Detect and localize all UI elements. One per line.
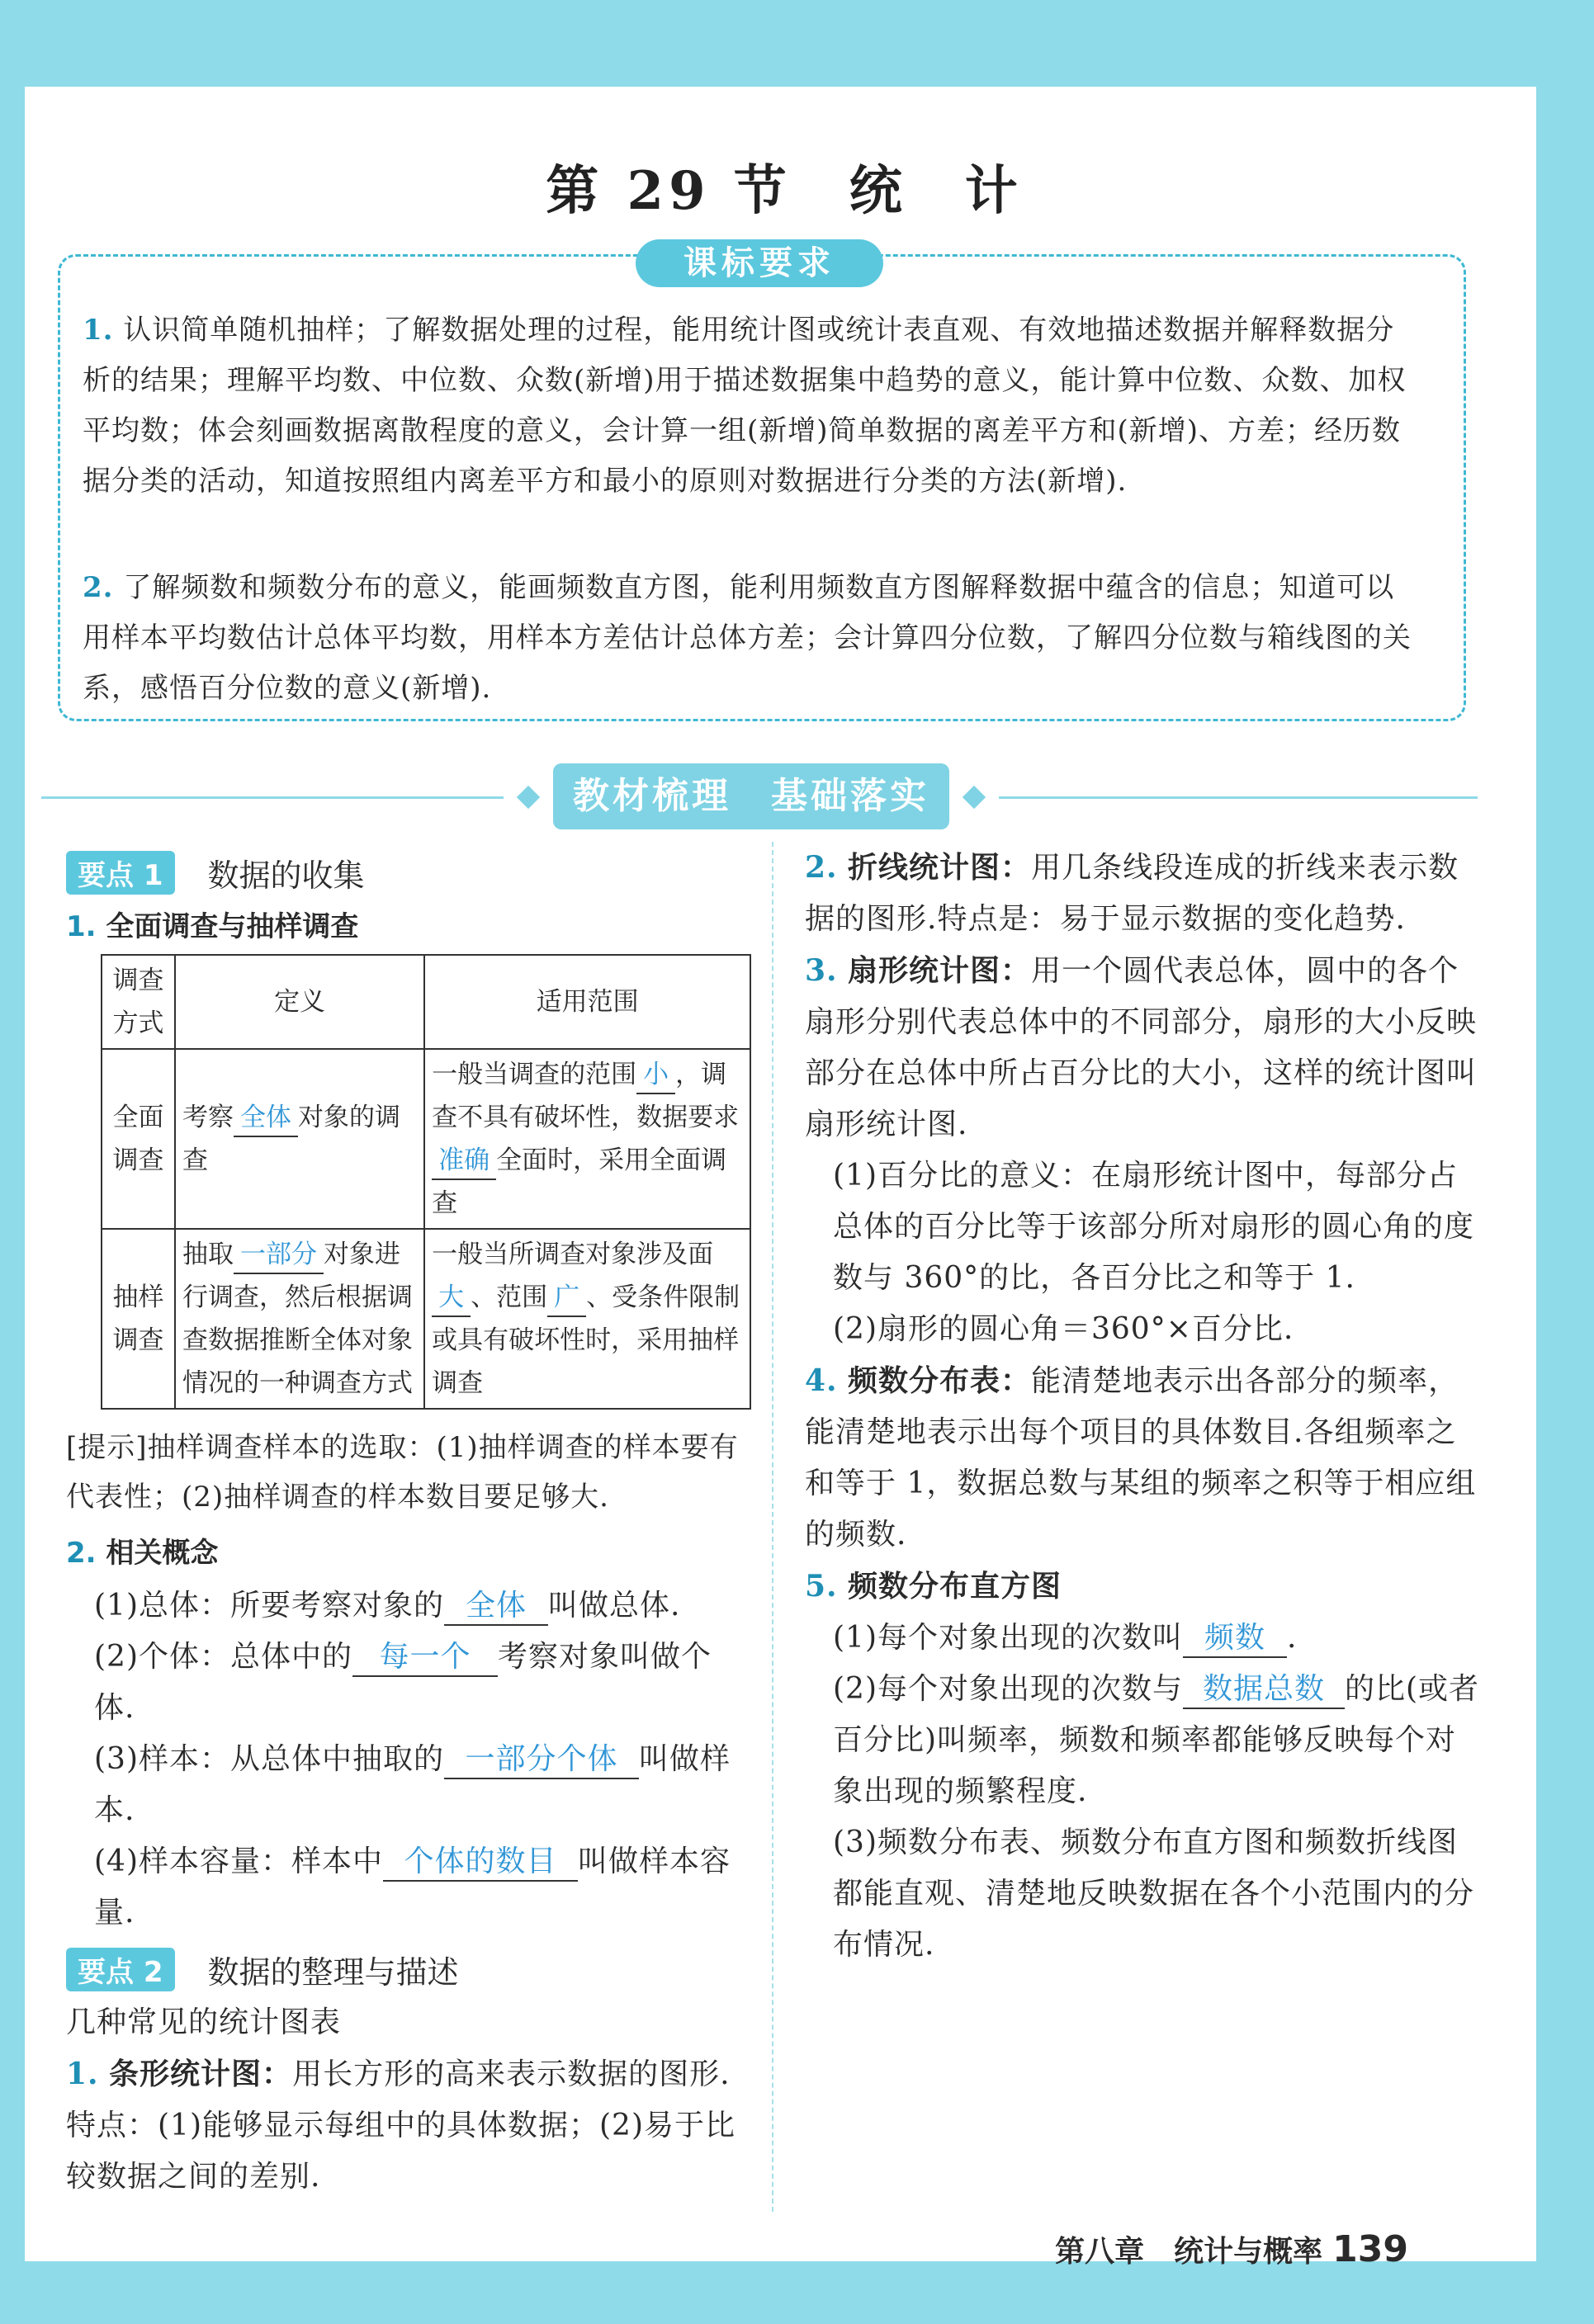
answer-blank: 一部分 <box>234 1236 324 1274</box>
item-num: 5. <box>805 1569 838 1604</box>
concept-text: (1)总体：所要考察对象的 <box>94 1589 444 1623</box>
answer-blank: 每一个 <box>352 1639 498 1677</box>
table-cell-definition <box>175 1229 424 1409</box>
note-text: . <box>1287 1621 1298 1655</box>
item-num: 1. <box>66 2057 99 2091</box>
table-row <box>102 1229 750 1409</box>
item-lead: 频数分布直方图 <box>848 1570 1062 1604</box>
table-cell-definition <box>175 1049 424 1229</box>
subsection-label: 相关概念 <box>106 1537 219 1570</box>
item-lead: 频数分布表： <box>848 1364 1032 1398</box>
section-line-right <box>999 796 1478 799</box>
concept-text: (2)个体：总体中的 <box>94 1640 352 1674</box>
concept-4 <box>66 1836 751 1939</box>
table-row <box>102 1049 750 1229</box>
answer-blank: 小 <box>636 1056 675 1094</box>
subsection-num: 2. <box>66 1537 97 1570</box>
note-text: (2)每个对象出现的次数与 <box>833 1672 1183 1706</box>
concept-text: 叫做样本容量. <box>94 1845 731 1930</box>
cell-text: 、范围 <box>471 1282 548 1312</box>
key-point-title: 数据的整理与描述 <box>207 1954 459 1991</box>
answer-blank: 数据总数 <box>1183 1671 1345 1709</box>
left-column <box>66 842 751 2203</box>
requirement-num: 1. <box>83 314 114 347</box>
section-line-left <box>41 796 504 799</box>
table-cell-scope <box>424 1049 750 1229</box>
cell-text: 考察 <box>182 1103 234 1132</box>
table-header-cell: 定义 <box>175 955 424 1049</box>
item-lead: 扇形统计图： <box>848 954 1032 988</box>
concept-text: (4)样本容量：样本中 <box>94 1845 383 1878</box>
requirement-num: 2. <box>83 571 114 604</box>
item-text: 用长方形的高来表示数据的图形.特点：(1)能够显示每组中的具体数据；(2)易于比较数据之间的差别. <box>66 2057 736 2194</box>
section-banner: 教材梳理 基础落实 <box>553 763 949 829</box>
subsection-title <box>66 1530 751 1571</box>
table-row <box>102 955 750 1049</box>
histogram-note-3: (3)频数分布表、频数分布直方图和频数折线图都能直观、清楚地反映数据在各个小范围内的分布情况. <box>833 1826 1475 1962</box>
table-cell-scope <box>424 1229 750 1409</box>
requirement-text: 了解频数和频数分布的意义，能画频数直方图，能利用频数直方图解释数据中蕴含的信息；知道可以用样本平均数估计总体平均数，用样本方差估计总体方差；会计算四分位数，了解四分位数与箱线图的关系，感悟百分位数的意义(新增). <box>83 571 1412 705</box>
item-text: 能清楚地表示出各部分的频率，能清楚地表示出每个项目的具体数目.各组频率之和等于 1，数据总数与某组的频率之积等于相应组的频数. <box>805 1364 1477 1552</box>
answer-blank: 全体 <box>444 1588 548 1626</box>
table-cell-type: 抽样调查 <box>102 1229 175 1409</box>
chart-type-3 <box>805 945 1482 1150</box>
concept-2 <box>66 1632 751 1734</box>
cell-text: 、受条件限制或具有破坏性时，采用抽样调查 <box>432 1282 740 1398</box>
column-divider <box>772 842 773 2212</box>
page-number: 139 <box>1332 2228 1408 2270</box>
key-point-tag: 要点 2 <box>66 1948 175 1991</box>
item-text: 用一个圆代表总体，圆中的各个扇形分别代表总体中的不同部分，扇形的大小反映部分在总体中所占百分比的大小，这样的统计图叫扇形统计图. <box>805 954 1478 1141</box>
survey-table <box>101 954 751 1410</box>
cell-text: 一般当所调查对象涉及面 <box>432 1240 714 1269</box>
key-point-2-header <box>66 1947 751 1992</box>
cell-text: 全面时，采用全面调查 <box>432 1145 727 1218</box>
chart-type-2 <box>805 842 1482 945</box>
cell-text: 对象的调查 <box>182 1103 400 1175</box>
concept-text: 叫做总体. <box>548 1589 681 1623</box>
requirement-item-2 <box>83 563 1420 714</box>
page <box>25 25 1573 2286</box>
requirement-item-1 <box>83 305 1420 507</box>
cell-text: 抽取 <box>182 1240 234 1269</box>
pie-note-2: (2)扇形的圆心角＝360°×百分比. <box>833 1312 1294 1346</box>
key-point-1-header <box>66 850 751 895</box>
key-point-2-intro: 几种常见的统计图表 <box>66 2005 342 2039</box>
concept-1 <box>66 1580 751 1632</box>
answer-blank: 全体 <box>234 1099 298 1137</box>
item-num: 2. <box>805 850 838 885</box>
chart-type-5 <box>805 1561 1482 1613</box>
note-text: 的比(或者百分比)叫频率，频数和频率都能够反映每个对象出现的频繁程度. <box>833 1672 1480 1808</box>
table-cell-type: 全面调查 <box>102 1049 175 1229</box>
cell-text: 一般当调查的范围 <box>432 1060 637 1089</box>
answer-blank: 一部分个体 <box>444 1741 639 1779</box>
concept-text: 考察对象叫做个体. <box>94 1640 712 1725</box>
item-text: 用几条线段连成的折线来表示数据的图形.特点是：易于显示数据的变化趋势. <box>805 851 1459 936</box>
table-header-cell: 适用范围 <box>424 955 750 1049</box>
item-num: 3. <box>805 953 838 988</box>
note-text: (1)每个对象出现的次数叫 <box>833 1621 1183 1655</box>
answer-blank: 大 <box>432 1279 471 1317</box>
answer-blank: 广 <box>547 1279 586 1317</box>
item-lead: 折线统计图： <box>848 851 1032 885</box>
subsection-label: 全面调查与抽样调查 <box>106 910 359 943</box>
chart-type-4 <box>805 1355 1482 1561</box>
right-color-band <box>1536 25 1573 2286</box>
requirement-text: 认识简单随机抽样；了解数据处理的过程，能用统计图或统计表直观、有效地描述数据并解释数据分析的结果；理解平均数、中位数、众数(新增)用于描述数据集中趋势的意义，能计算中位数、众数、加权平均数；体会刻画数据离散程度的意义，会计算一组(新增)简单数据的离差平方和(新增)、方差；经历数据分类的活动，知道按照组内离差平方和最小的原则对数据进行分类的方法(新增). <box>83 314 1407 498</box>
pie-note-1: (1)百分比的意义：在扇形统计图中，每部分占总体的百分比等于该部分所对扇形的圆心角的度数与 360°的比，各百分比之和等于 1. <box>833 1159 1475 1295</box>
diamond-icon <box>517 786 540 809</box>
table-header-cell: 调查方式 <box>102 955 175 1049</box>
answer-blank: 频数 <box>1183 1620 1287 1658</box>
top-color-band <box>25 25 1573 87</box>
right-column <box>805 842 1482 1971</box>
page-footer <box>1055 2228 1408 2270</box>
key-point-tag: 要点 1 <box>66 851 175 895</box>
item-lead: 条形统计图： <box>109 2057 293 2091</box>
answer-blank: 准确 <box>432 1142 496 1180</box>
page-title: 第 29 节 统 计 <box>546 160 1023 222</box>
cell-text: ，调查不具有破坏性，数据要求 <box>432 1060 740 1132</box>
diamond-icon <box>963 786 986 809</box>
item-num: 4. <box>805 1363 838 1398</box>
tip-text: [提示]抽样调查样本的选取：(1)抽样调查的样本要有代表性；(2)抽样调查的样本数目要足够大. <box>66 1431 739 1514</box>
cell-text: 对象进行调查，然后根据调查数据推断全体对象情况的一种调查方式 <box>182 1240 413 1398</box>
histogram-note-2 <box>805 1664 1482 1817</box>
requirements-tag: 课标要求 <box>636 239 883 287</box>
concept-text: 叫做样本. <box>94 1742 731 1827</box>
concept-text: (3)样本：从总体中抽取的 <box>94 1742 444 1776</box>
chart-type-1 <box>66 2048 751 2203</box>
answer-blank: 个体的数目 <box>383 1844 578 1882</box>
chapter-label: 第八章 统计与概率 <box>1055 2235 1323 2269</box>
concept-3 <box>66 1734 751 1836</box>
subsection-num: 1. <box>66 910 97 943</box>
subsection-title <box>66 904 751 944</box>
histogram-note-1 <box>805 1613 1482 1664</box>
key-point-title: 数据的收集 <box>207 857 365 894</box>
